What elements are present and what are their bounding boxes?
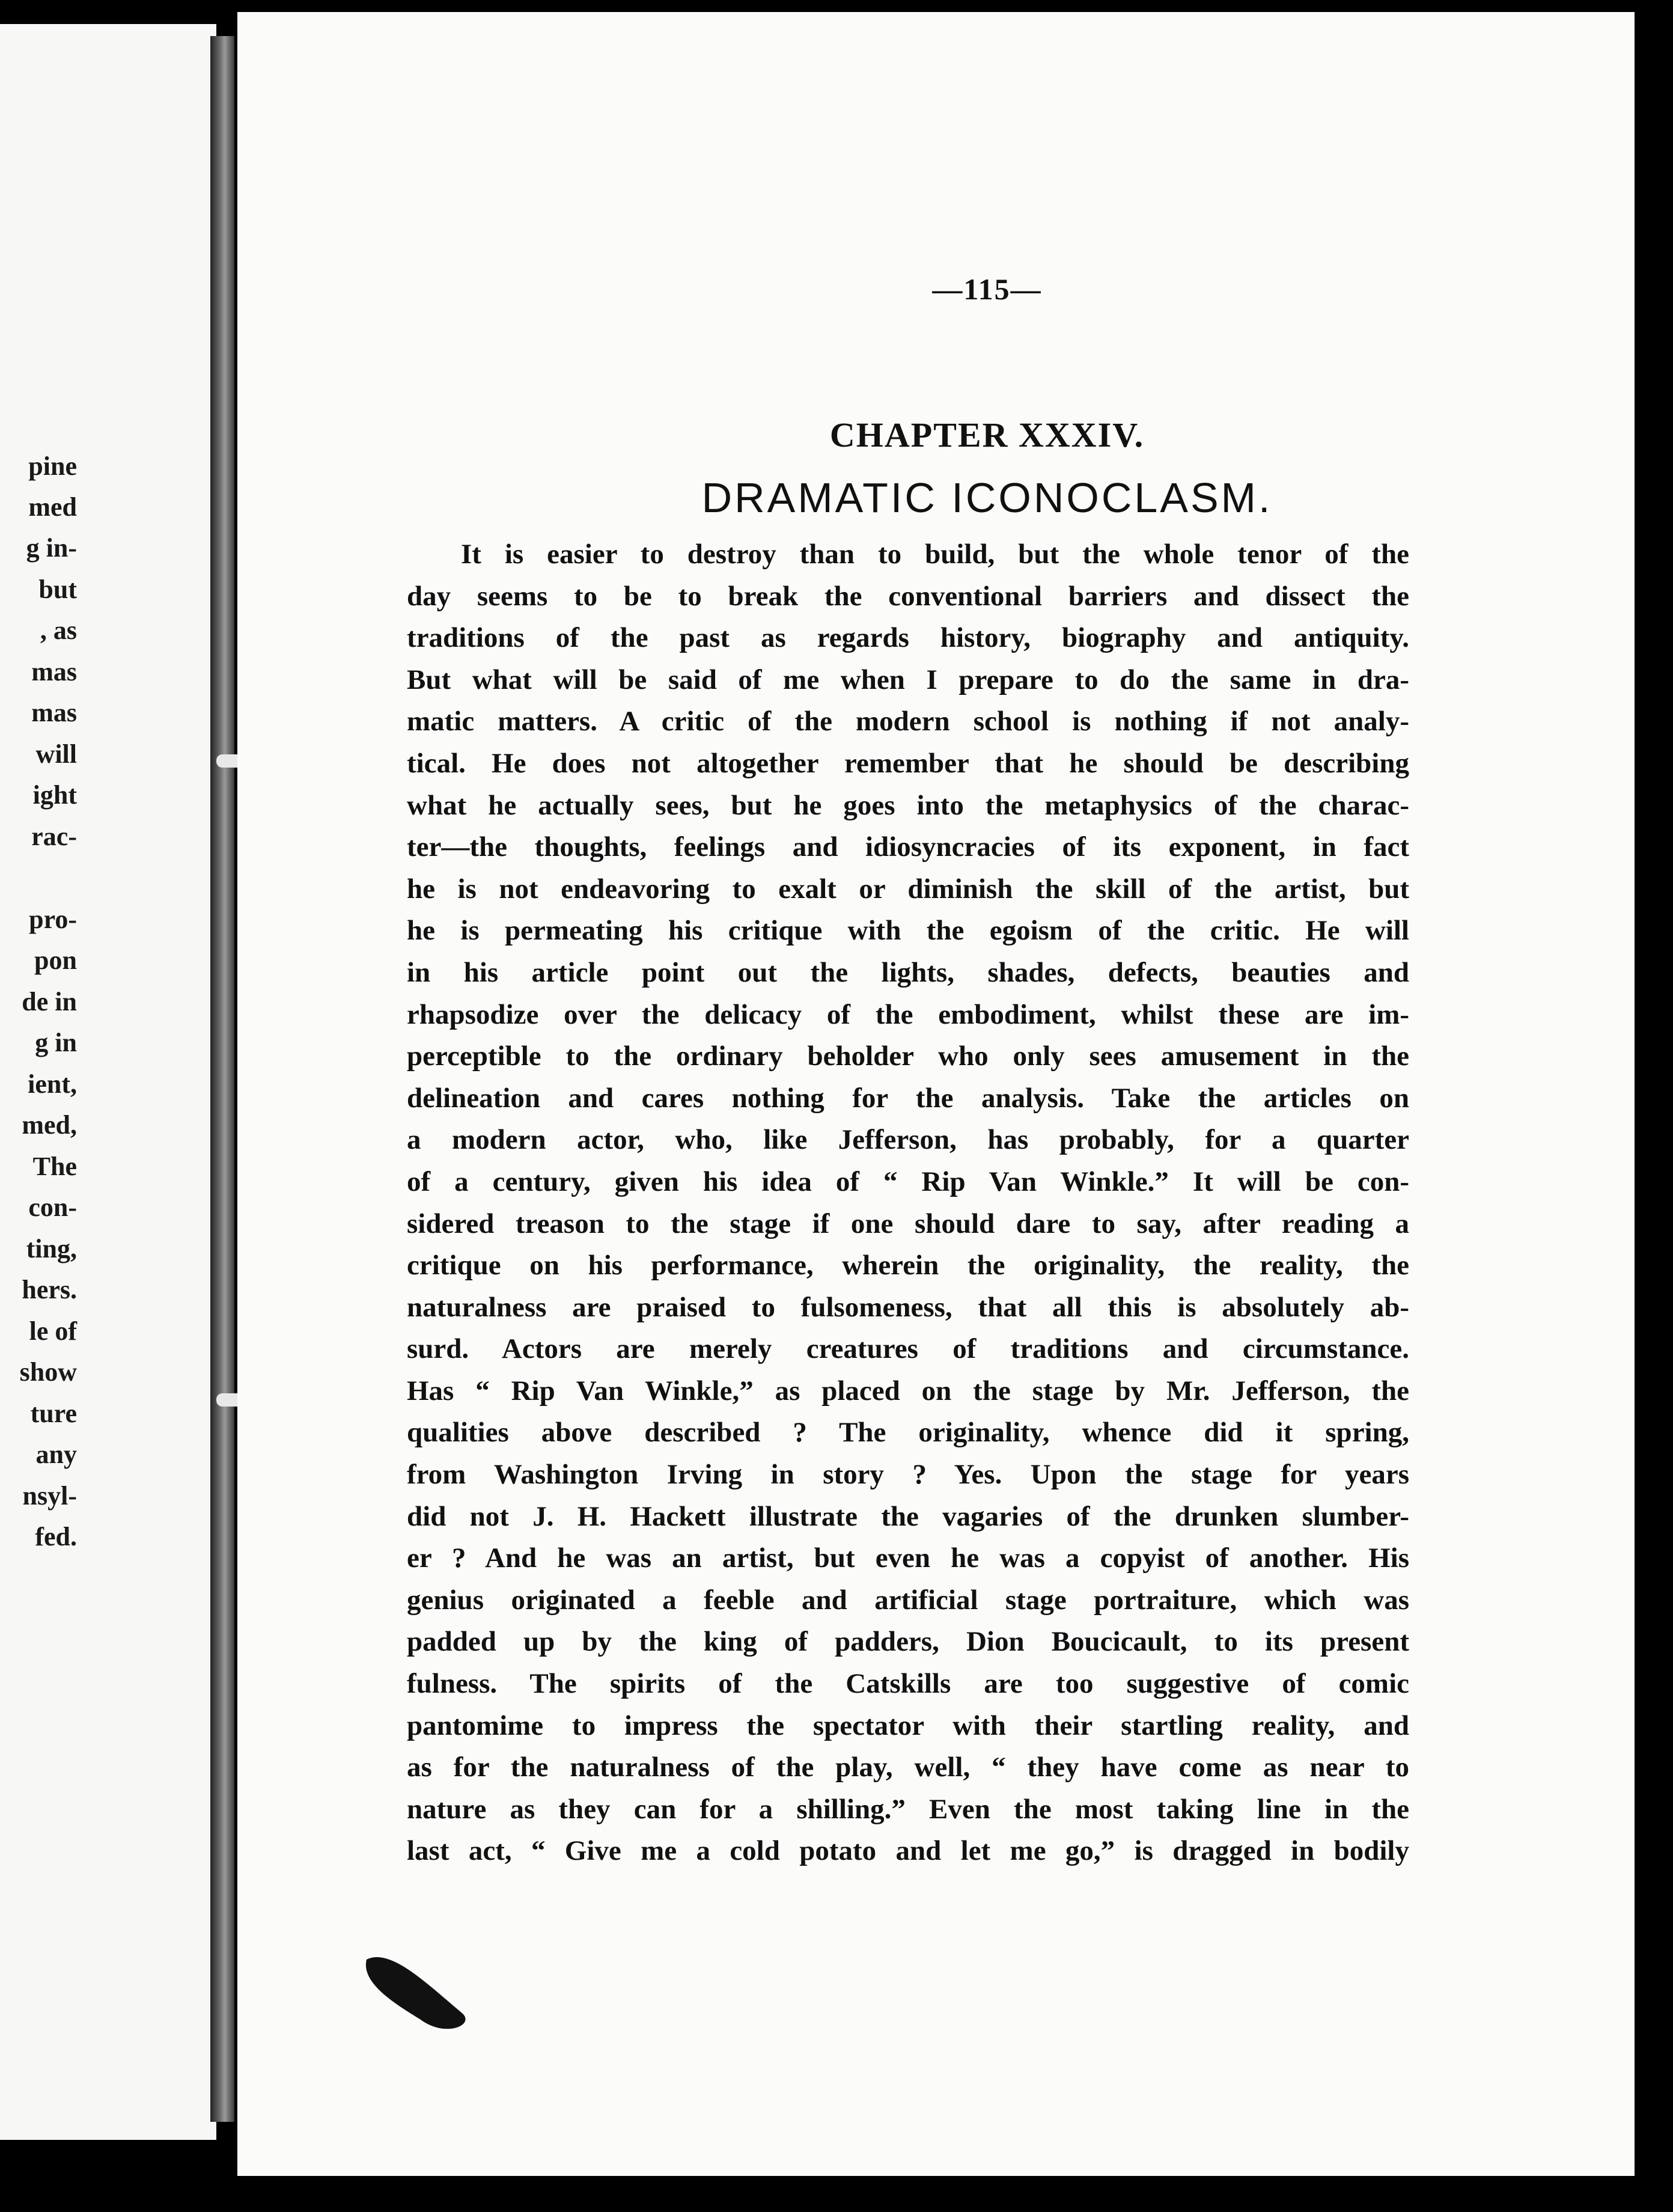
text-line: a modern actor, who, like Jefferson, has probably, for a quarter	[407, 1124, 1409, 1156]
text-line: of a century, given his idea of “ Rip Van Winkle.” It will be con-	[407, 1166, 1409, 1197]
text-line: he is not endeavoring to exalt or diminish the skill of the artist, but	[407, 873, 1409, 905]
book-gutter	[210, 36, 234, 2122]
previous-page-line-fragment: g in	[35, 1028, 77, 1057]
previous-page-line-fragment: , as	[40, 616, 77, 645]
previous-page-line-fragment: pro-	[29, 905, 77, 934]
text-line: fulness. The spirits of the Catskills are too suggestive of comic	[407, 1668, 1409, 1700]
previous-page-line-fragment: show	[19, 1357, 77, 1387]
text-line: as for the naturalness of the play, well, “ they have come as near to	[407, 1752, 1409, 1783]
chapter-heading: CHAPTER XXXIV.	[829, 415, 1145, 454]
chapter-title: DRAMATIC ICONOCLASM.	[701, 474, 1273, 521]
previous-page-line-fragment: The	[32, 1152, 77, 1181]
text-line: perceptible to the ordinary beholder who only sees amusement in the	[407, 1040, 1409, 1072]
text-line: surd. Actors are merely creatures of traditions and circumstance.	[407, 1333, 1409, 1365]
text-line: traditions of the past as regards history, biography and antiquity.	[407, 622, 1409, 654]
previous-page-line-fragment: ture	[30, 1399, 77, 1428]
previous-page-line-fragment: de in	[22, 987, 77, 1016]
text-line: ter—the thoughts, feelings and idiosyncracies of its exponent, in fact	[407, 831, 1409, 863]
text-line: last act, “ Give me a cold potato and let me go,” is dragged in bodily	[407, 1835, 1409, 1867]
previous-page-line-fragment: ient,	[28, 1069, 77, 1099]
previous-page-line-fragment: nsyl-	[22, 1481, 77, 1511]
text-line: padded up by the king of padders, Dion Boucicault, to its present	[407, 1626, 1409, 1658]
previous-page-line-fragment: con-	[28, 1193, 77, 1222]
text-line: delineation and cares nothing for the analysis. Take the articles on	[407, 1082, 1409, 1114]
text-line: It is easier to destroy than to build, but the whole tenor of the	[461, 539, 1409, 570]
text-line: critique on his performance, wherein the originality, the reality, the	[407, 1250, 1409, 1282]
previous-page-line-fragment: any	[35, 1440, 77, 1469]
previous-page-line-fragment: med	[28, 492, 77, 522]
text-line: rhapsodize over the delicacy of the embodiment, whilst these are im-	[407, 998, 1409, 1030]
text-line: genius originated a feeble and artificial stage portraiture, which was	[407, 1584, 1409, 1616]
text-line: matic matters. A critic of the modern school is nothing if not analy-	[407, 706, 1409, 738]
previous-page-line-fragment: med,	[22, 1110, 77, 1140]
previous-page-text-fragments	[0, 24, 216, 2140]
previous-page-line-fragment: will	[35, 739, 77, 769]
previous-page-line-fragment: le of	[29, 1316, 77, 1346]
previous-page-line-fragment: pine	[28, 451, 77, 481]
previous-page-line-fragment: ight	[32, 780, 77, 810]
text-line: naturalness are praised to fulsomeness, that all this is absolutely ab-	[407, 1291, 1409, 1323]
text-line: qualities above described ? The originality, whence did it spring,	[407, 1417, 1409, 1449]
previous-page-line-fragment: g in-	[26, 533, 77, 563]
text-line: in his article point out the lights, shades, defects, beauties and	[407, 956, 1409, 988]
body-paragraph	[407, 534, 1409, 1872]
book-page	[237, 12, 1635, 2176]
text-line: did not J. H. Hackett illustrate the vagaries of the drunken slumber-	[407, 1500, 1409, 1532]
previous-page-line-fragment: rac-	[31, 822, 77, 851]
previous-page-line-fragment: but	[38, 575, 77, 604]
ink-smudge	[355, 1948, 487, 2044]
previous-page-line-fragment: mas	[31, 698, 77, 727]
previous-page-line-fragment: mas	[31, 657, 77, 686]
previous-page-line-fragment: hers.	[22, 1275, 77, 1304]
text-line: nature as they can for a shilling.” Even the most taking line in the	[407, 1793, 1409, 1825]
text-line: pantomime to impress the spectator with their startling reality, and	[407, 1709, 1409, 1741]
text-line: tical. He does not altogether remember that he should be describing	[407, 747, 1409, 779]
previous-page-line-fragment: ting,	[26, 1234, 77, 1263]
text-line: But what will be said of me when I prepare to do the same in dra-	[407, 664, 1409, 695]
text-line: from Washington Irving in story ? Yes. Upon the stage for years	[407, 1459, 1409, 1491]
previous-page-line-fragment: pon	[34, 946, 77, 975]
page-number: —115—	[932, 272, 1042, 306]
text-line: sidered treason to the stage if one should dare to say, after reading a	[407, 1208, 1409, 1239]
previous-page-line-fragment: fed.	[35, 1522, 77, 1551]
text-line: he is permeating his critique with the egoism of the critic. He will	[407, 915, 1409, 947]
text-line: er ? And he was an artist, but even he was a copyist of another. His	[407, 1542, 1409, 1574]
text-line: Has “ Rip Van Winkle,” as placed on the stage by Mr. Jefferson, the	[407, 1375, 1409, 1407]
text-line: what he actually sees, but he goes into the metaphysics of the charac-	[407, 789, 1409, 821]
text-line: day seems to be to break the conventional barriers and dissect the	[407, 580, 1409, 612]
previous-page-sliver	[0, 24, 216, 2140]
